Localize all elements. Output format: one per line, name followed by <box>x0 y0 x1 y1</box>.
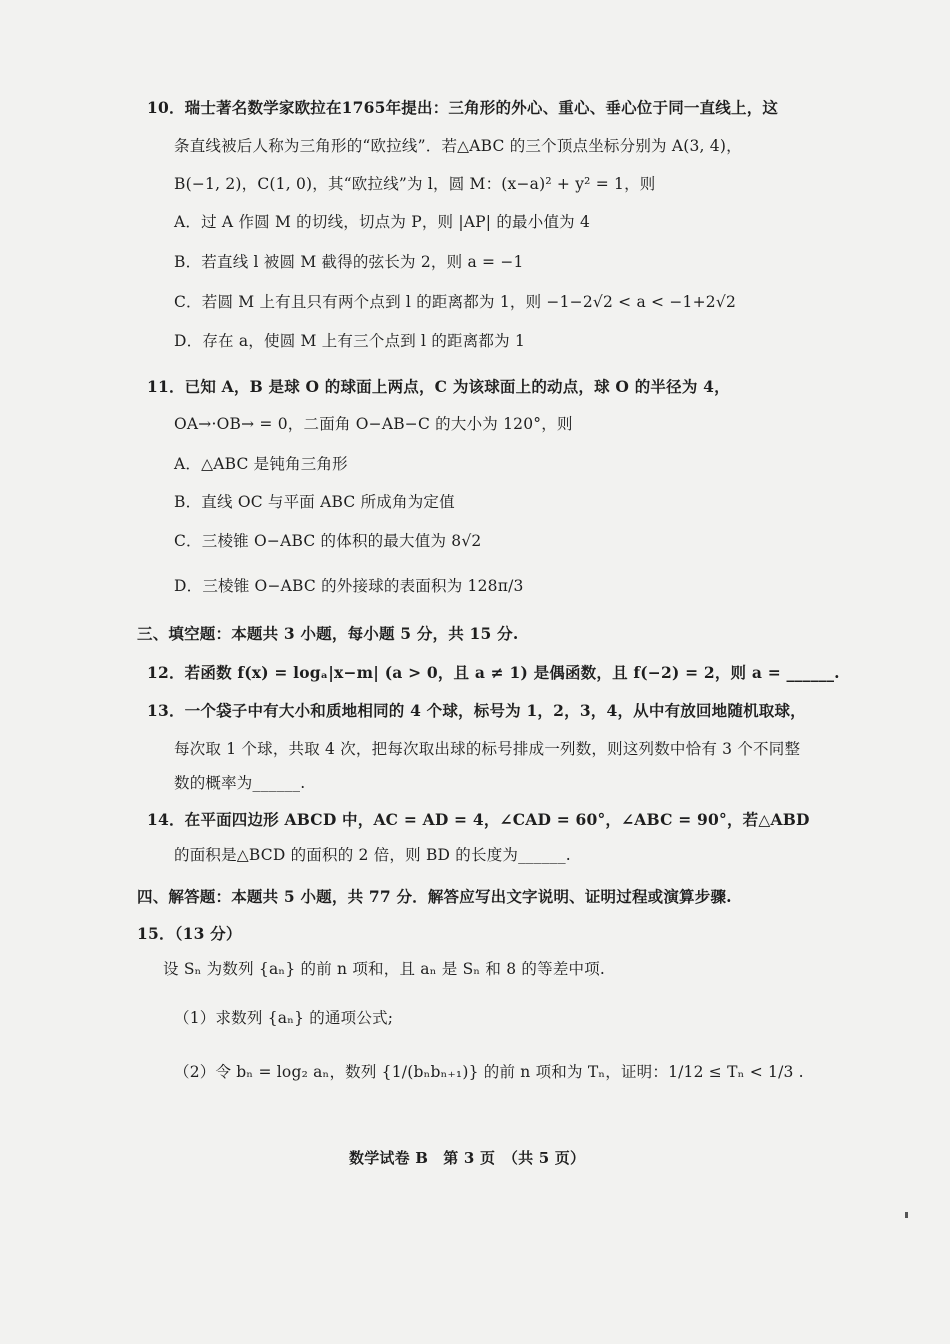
q11-option-a: A．△ABC 是钝角三角形 <box>174 455 348 473</box>
q10-option-d: D．存在 a，使圆 M 上有三个点到 l 的距离都为 1 <box>174 332 526 350</box>
q13-line-2: 每次取 1 个球，共取 4 次，把每次取出球的标号排成一列数，则这列数中恰有 3 个不同整 <box>174 740 801 758</box>
q11-option-b: B．直线 OC 与平面 ABC 所成角为定值 <box>174 493 455 511</box>
q15-part-1: （1）求数列 {aₙ} 的通项公式; <box>174 1009 394 1027</box>
q15-stem: 设 Sₙ 为数列 {aₙ} 的前 n 项和，且 aₙ 是 Sₙ 和 8 的等差中项. <box>163 960 606 978</box>
q11-option-d: D．三棱锥 O−ABC 的外接球的表面积为 128π/3 <box>174 577 524 595</box>
q10-line-1: 10．瑞士著名数学家欧拉在1765年提出：三角形的外心、重心、垂心位于同一直线上，这 <box>147 98 779 117</box>
q13-line-3: 数的概率为______. <box>174 774 306 792</box>
q12-text: 12．若函数 f(x) = logₐ|x−m| (a > 0，且 a ≠ 1) 是偶函数，且 f(−2) = 2，则 a = ______. <box>147 663 840 682</box>
scan-speck <box>905 1212 908 1218</box>
q14-line-1: 14．在平面四边形 ABCD 中，AC = AD = 4，∠CAD = 60°，∠ABC = 90°，若△ABD <box>147 810 810 829</box>
q11-line-1: 11．已知 A，B 是球 O 的球面上两点，C 为该球面上的动点，球 O 的半径为 4， <box>147 377 730 396</box>
page-footer: 数学试卷 B 第 3 页 （共 5 页） <box>349 1149 586 1167</box>
section-4-heading: 四、解答题：本题共 5 小题，共 77 分．解答应写出文字说明、证明过程或演算步骤. <box>137 887 732 906</box>
q10-line-2: 条直线被后人称为三角形的“欧拉线”．若△ABC 的三个顶点坐标分别为 A(3, 4)， <box>174 137 742 155</box>
q14-line-2: 的面积是△BCD 的面积的 2 倍，则 BD 的长度为______. <box>174 846 571 864</box>
section-3-heading: 三、填空题：本题共 3 小题，每小题 5 分，共 15 分. <box>137 624 519 643</box>
q10-option-c: C．若圆 M 上有且只有两个点到 l 的距离都为 1，则 −1−2√2 < a < −1+2√2 <box>174 293 737 311</box>
q10-line-3: B(−1, 2)，C(1, 0)，其“欧拉线”为 l，圆 M：(x−a)² + y² = 1，则 <box>174 175 656 193</box>
q13-line-1: 13．一个袋子中有大小和质地相同的 4 个球，标号为 1，2，3，4，从中有放回地随机取球， <box>147 701 806 720</box>
q11-option-c: C．三棱锥 O−ABC 的体积的最大值为 8√2 <box>174 532 482 550</box>
q10-option-a: A．过 A 作圆 M 的切线，切点为 P，则 |AP| 的最小值为 4 <box>174 213 591 231</box>
q15-part-2: （2）令 bₙ = log₂ aₙ，数列 {1/(bₙbₙ₊₁)} 的前 n 项和为 Tₙ，证明：1/12 ≤ Tₙ < 1/3 . <box>174 1063 804 1081</box>
q11-line-2: OA→·OB→ = 0，二面角 O−AB−C 的大小为 120°，则 <box>174 415 573 433</box>
q10-option-b: B．若直线 l 被圆 M 截得的弦长为 2，则 a = −1 <box>174 253 524 271</box>
q15-heading: 15．（13 分） <box>137 924 242 943</box>
